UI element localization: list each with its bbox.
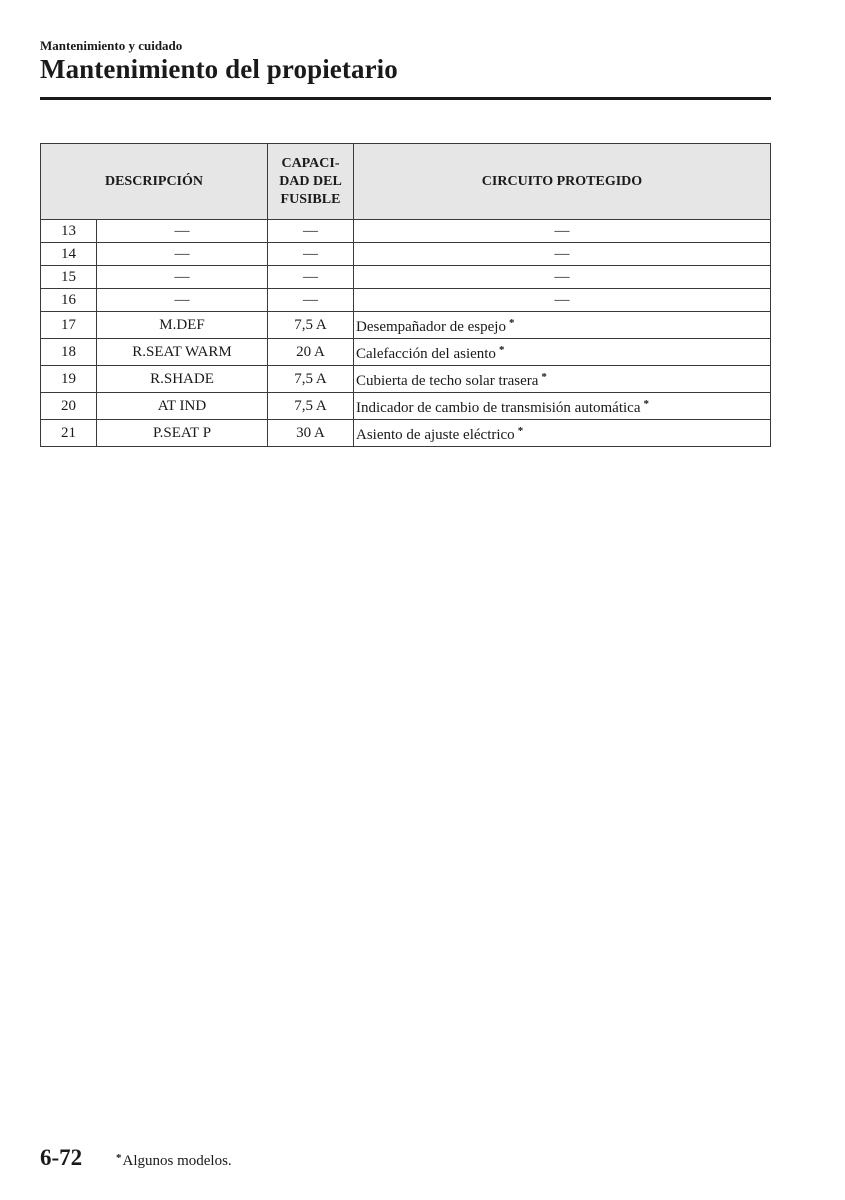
table-row [41, 339, 771, 366]
fuse-description: R.SEAT WARM [97, 339, 268, 366]
fuse-number: 20 [41, 393, 97, 420]
protected-circuit: Asiento de ajuste eléctrico [356, 427, 515, 443]
fuse-capacity: 7,5 A [268, 366, 354, 393]
table-row [41, 289, 771, 312]
header-capacity-line3: FUSIBLE [280, 191, 341, 207]
protected-circuit: — [354, 289, 771, 312]
fuse-number: 19 [41, 366, 97, 393]
fuse-capacity: 30 A [268, 420, 354, 447]
fuse-number: 13 [41, 220, 97, 243]
table-header-row [41, 144, 771, 220]
fuse-number: 15 [41, 266, 97, 289]
protected-circuit-cell [354, 366, 771, 393]
protected-circuit-cell [354, 420, 771, 447]
header-capacity-line1: CAPACI- [281, 155, 340, 171]
title-rule [40, 97, 771, 100]
fuse-number: 18 [41, 339, 97, 366]
fuse-capacity: 20 A [268, 339, 354, 366]
fuse-capacity: 7,5 A [268, 312, 354, 339]
fuse-description: P.SEAT P [97, 420, 268, 447]
model-footnote-mark: * [643, 398, 649, 410]
fuse-description: R.SHADE [97, 366, 268, 393]
page-title: Mantenimiento del propietario [40, 54, 398, 84]
table-row [41, 420, 771, 447]
fuse-description: — [97, 289, 268, 312]
fuse-number: 14 [41, 243, 97, 266]
protected-circuit: Calefacción del asiento [356, 346, 496, 362]
fuse-capacity: — [268, 266, 354, 289]
fuse-number: 21 [41, 420, 97, 447]
table-row [41, 266, 771, 289]
protected-circuit-cell [354, 312, 771, 339]
table-row [41, 312, 771, 339]
header-capacity [268, 144, 354, 220]
fuse-description: — [97, 220, 268, 243]
fuse-description: — [97, 266, 268, 289]
fuse-description: M.DEF [97, 312, 268, 339]
footnote [116, 1152, 232, 1170]
fuse-capacity: — [268, 220, 354, 243]
model-footnote-mark: * [508, 317, 515, 329]
protected-circuit-cell [354, 339, 771, 366]
header-capacity-line2: DAD DEL [279, 173, 342, 189]
footnote-mark: * [116, 1152, 122, 1164]
fuse-capacity: — [268, 289, 354, 312]
fuse-number: 17 [41, 312, 97, 339]
fuse-description: AT IND [97, 393, 268, 420]
table-row [41, 393, 771, 420]
protected-circuit: — [354, 220, 771, 243]
fuse-table [40, 143, 771, 447]
fuse-description: — [97, 243, 268, 266]
protected-circuit: — [354, 243, 771, 266]
fuse-capacity: 7,5 A [268, 393, 354, 420]
page-number: 6-72 [40, 1145, 83, 1170]
table-row [41, 366, 771, 393]
model-footnote-mark: * [517, 425, 524, 437]
protected-circuit-cell [354, 393, 771, 420]
section-label: Mantenimiento y cuidado [40, 38, 183, 53]
protected-circuit: — [354, 266, 771, 289]
protected-circuit: Cubierta de techo solar trasera [356, 373, 539, 389]
header-circuit: CIRCUITO PROTEGIDO [354, 144, 771, 220]
protected-circuit: Indicador de cambio de transmisión automática [356, 400, 641, 416]
table-row [41, 220, 771, 243]
table-row [41, 243, 771, 266]
protected-circuit: Desempañador de espejo [356, 319, 506, 335]
footnote-text: Algunos modelos. [122, 1153, 232, 1169]
header-description: DESCRIPCIÓN [41, 144, 268, 220]
fuse-number: 16 [41, 289, 97, 312]
model-footnote-mark: * [498, 344, 505, 356]
model-footnote-mark: * [541, 371, 547, 383]
fuse-capacity: — [268, 243, 354, 266]
